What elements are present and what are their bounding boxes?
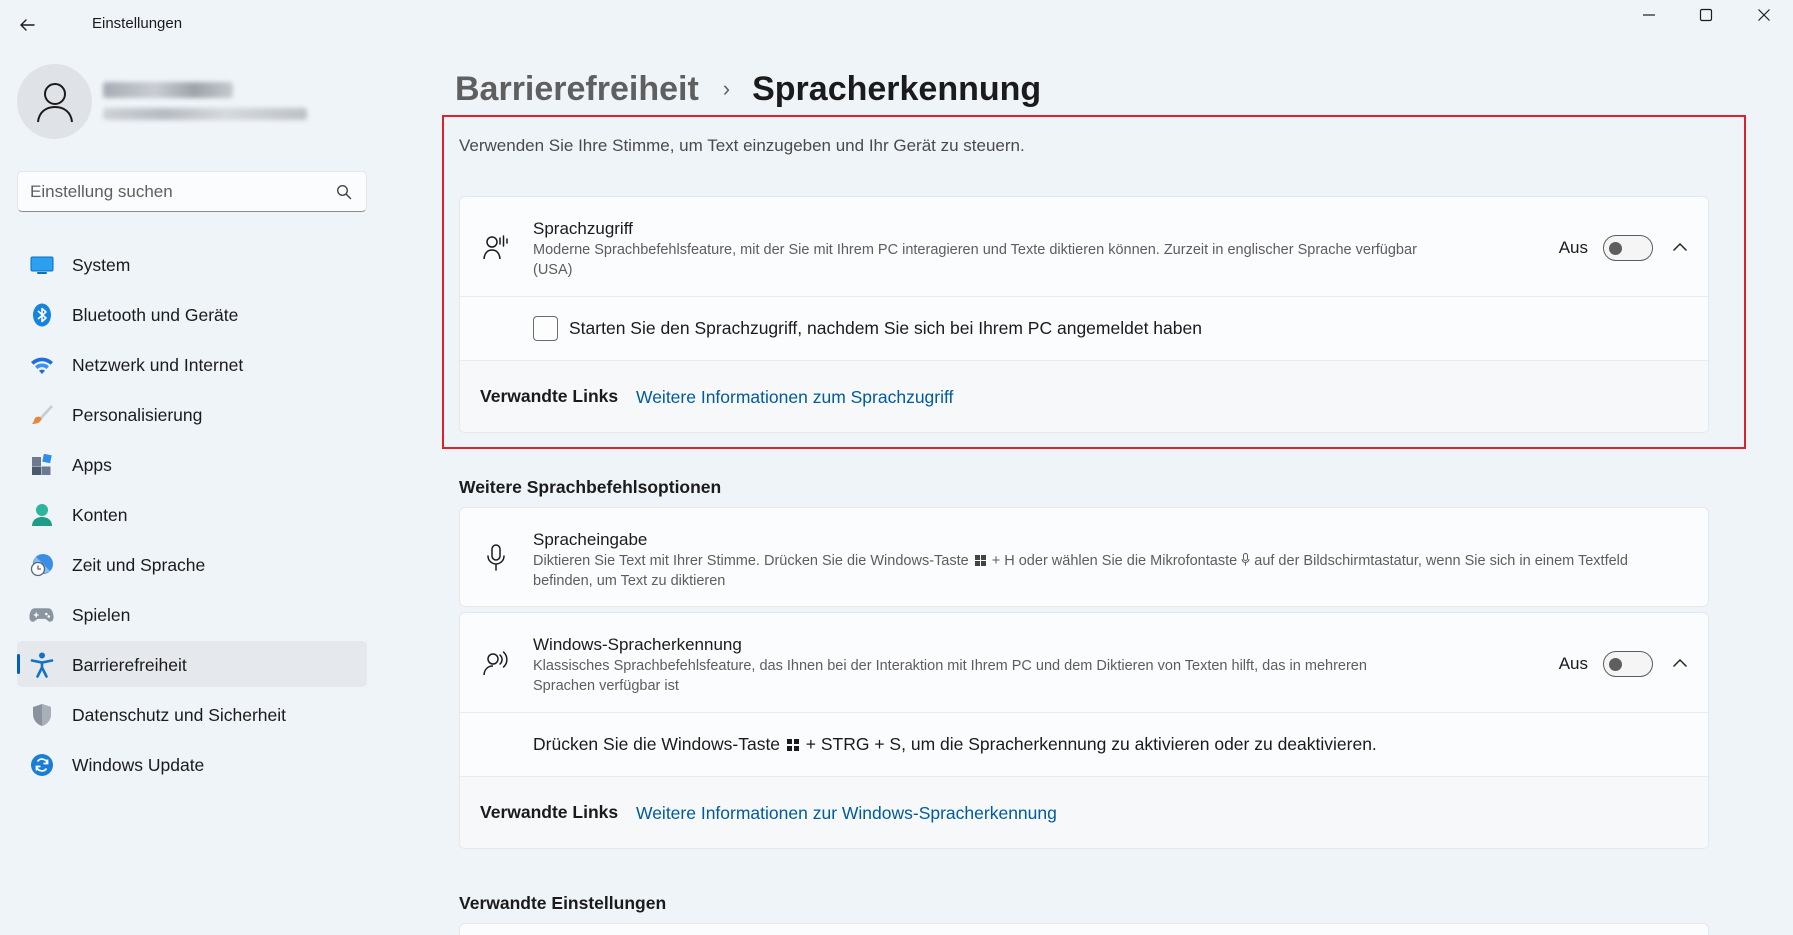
windows-speech-title: Windows-Spracherkennung bbox=[533, 635, 742, 654]
related-links-label: Verwandte Links bbox=[480, 386, 619, 406]
page-description: Verwenden Sie Ihre Stimme, um Text einzugeben und Ihr Gerät zu steuern. bbox=[459, 136, 1025, 155]
voice-typing-desc-part1: Diktieren Sie Text mit Ihrer Stimme. Drücken Sie die Windows-Taste bbox=[533, 553, 969, 569]
voice-access-startup-checkbox[interactable] bbox=[533, 316, 558, 341]
voice-access-startup-row bbox=[460, 297, 1708, 361]
voice-typing-row[interactable] bbox=[460, 508, 1708, 607]
voice-access-header-row[interactable] bbox=[460, 197, 1708, 297]
voice-access-info-link[interactable]: Weitere Informationen zum Sprachzugriff bbox=[636, 387, 954, 407]
chevron-up-icon[interactable] bbox=[1670, 653, 1690, 673]
clock-globe-icon bbox=[29, 552, 54, 577]
user-profile[interactable] bbox=[17, 64, 317, 140]
windows-key-icon bbox=[975, 555, 986, 566]
account-icon bbox=[29, 502, 54, 527]
windows-speech-shortcut-text bbox=[533, 734, 1377, 755]
sidebar-item-time-language[interactable] bbox=[17, 541, 367, 587]
page-title: Spracherkennung bbox=[752, 69, 1042, 108]
related-settings-heading: Verwandte Einstellungen bbox=[459, 893, 667, 913]
windows-speech-shortcut-row bbox=[460, 713, 1708, 777]
voice-access-toggle[interactable] bbox=[1603, 235, 1653, 261]
voice-access-related-links-row bbox=[460, 361, 1708, 433]
sidebar-item-windows-update[interactable] bbox=[17, 741, 367, 787]
sidebar-item-label: Apps bbox=[72, 455, 112, 475]
voice-typing-card[interactable] bbox=[459, 507, 1709, 607]
chevron-up-icon[interactable] bbox=[1670, 237, 1690, 257]
shortcut-part1: Drücken Sie die Windows-Taste bbox=[533, 734, 781, 754]
close-button[interactable] bbox=[1735, 0, 1793, 30]
apps-icon bbox=[29, 452, 54, 477]
gamepad-icon bbox=[29, 602, 54, 627]
sidebar-item-system[interactable] bbox=[17, 241, 367, 287]
voice-typing-desc-part3: auf der Bildschirmtastatur, wenn Sie sich in einem Textfeld befinden, um Text zu diktieren bbox=[533, 553, 1628, 589]
sidebar-item-label: Konten bbox=[72, 505, 128, 525]
sidebar-item-network[interactable] bbox=[17, 341, 367, 387]
voice-typing-desc-part2: + H oder wählen Sie die Mikrofontaste bbox=[991, 553, 1238, 569]
app-title: Einstellungen bbox=[92, 15, 183, 32]
toggle-knob bbox=[1609, 658, 1622, 671]
microphone-small-icon bbox=[1241, 553, 1250, 566]
search-icon[interactable] bbox=[336, 184, 352, 200]
maximize-icon bbox=[1699, 8, 1713, 22]
wifi-icon bbox=[29, 352, 54, 377]
sidebar-item-privacy[interactable] bbox=[17, 691, 367, 737]
title-bar bbox=[0, 0, 1793, 48]
voice-typing-description bbox=[533, 551, 1653, 591]
minimize-button[interactable] bbox=[1620, 0, 1678, 30]
chevron-right-icon: › bbox=[722, 76, 731, 101]
update-icon bbox=[29, 752, 54, 777]
sidebar-item-bluetooth[interactable] bbox=[17, 291, 367, 337]
avatar bbox=[17, 64, 92, 139]
breadcrumb bbox=[455, 66, 1041, 112]
voice-access-toggle-state: Aus bbox=[1558, 238, 1588, 257]
bluetooth-icon bbox=[29, 302, 54, 327]
search-input[interactable] bbox=[30, 172, 320, 211]
windows-speech-header-row[interactable] bbox=[460, 613, 1708, 713]
close-icon bbox=[1757, 8, 1771, 22]
system-monitor-icon bbox=[29, 252, 54, 277]
speech-recognition-icon bbox=[482, 649, 510, 677]
breadcrumb-parent[interactable]: Barrierefreiheit bbox=[455, 69, 699, 108]
related-settings-card bbox=[459, 923, 1709, 935]
sidebar-item-apps[interactable] bbox=[17, 441, 367, 487]
sidebar-item-label: Personalisierung bbox=[72, 405, 203, 425]
toggle-knob bbox=[1609, 242, 1622, 255]
back-arrow-icon bbox=[19, 17, 35, 33]
accessibility-icon bbox=[29, 652, 54, 677]
sidebar-item-label: Datenschutz und Sicherheit bbox=[72, 705, 287, 725]
brush-icon bbox=[29, 402, 54, 427]
voice-access-icon bbox=[482, 233, 510, 261]
windows-speech-info-link[interactable]: Weitere Informationen zur Windows-Spracherkennung bbox=[636, 803, 1057, 823]
sidebar-item-label: Bluetooth und Geräte bbox=[72, 305, 239, 325]
sidebar-item-label: Barrierefreiheit bbox=[72, 655, 187, 675]
sidebar-item-accounts[interactable] bbox=[17, 491, 367, 537]
windows-speech-description: Klassisches Sprachbefehlsfeature, das Ihnen bei der Interaktion mit Ihrem PC und dem Diktieren von Texten hilft, das in mehreren Sprachen verfügbar ist bbox=[533, 658, 1367, 694]
sidebar-item-label: Zeit und Sprache bbox=[72, 555, 206, 575]
sidebar-item-label: Windows Update bbox=[72, 755, 205, 775]
voice-access-card bbox=[459, 196, 1709, 433]
sidebar-item-accessibility[interactable] bbox=[17, 641, 367, 687]
voice-access-startup-label[interactable]: Starten Sie den Sprachzugriff, nachdem Sie sich bei Ihrem PC angemeldet haben bbox=[569, 318, 1202, 338]
sidebar-nav bbox=[17, 241, 367, 791]
windows-speech-toggle[interactable] bbox=[1603, 651, 1653, 677]
sidebar-item-personalization[interactable] bbox=[17, 391, 367, 437]
windows-speech-card bbox=[459, 612, 1709, 849]
search-box[interactable] bbox=[17, 171, 367, 212]
user-name-blurred bbox=[103, 82, 233, 98]
user-email-blurred bbox=[103, 108, 307, 120]
maximize-button[interactable] bbox=[1677, 0, 1735, 30]
windows-speech-related-links-row bbox=[460, 777, 1708, 849]
windows-key-icon bbox=[787, 739, 799, 751]
sidebar-item-gaming[interactable] bbox=[17, 591, 367, 637]
voice-access-description: Moderne Sprachbefehlsfeature, mit der Sie mit Ihrem PC interagieren und Texte diktieren können. Zurzeit in englischer Sprache verfügbar (USA) bbox=[533, 242, 1417, 278]
shield-icon bbox=[29, 702, 54, 727]
person-icon bbox=[36, 81, 74, 123]
sidebar-item-label: Netzwerk und Internet bbox=[72, 355, 244, 375]
voice-access-title: Sprachzugriff bbox=[533, 219, 633, 238]
related-links-label: Verwandte Links bbox=[480, 802, 619, 822]
microphone-icon bbox=[482, 544, 510, 572]
sidebar-item-label: System bbox=[72, 255, 131, 275]
shortcut-part2: + STRG + S, um die Spracherkennung zu aktivieren oder zu deaktivieren. bbox=[805, 734, 1377, 754]
voice-typing-title: Spracheingabe bbox=[533, 530, 648, 549]
windows-speech-toggle-state: Aus bbox=[1558, 654, 1588, 673]
minimize-icon bbox=[1642, 8, 1656, 22]
sidebar-item-label: Spielen bbox=[72, 605, 131, 625]
back-button[interactable] bbox=[12, 10, 42, 40]
more-options-heading: Weitere Sprachbefehlsoptionen bbox=[459, 477, 722, 497]
